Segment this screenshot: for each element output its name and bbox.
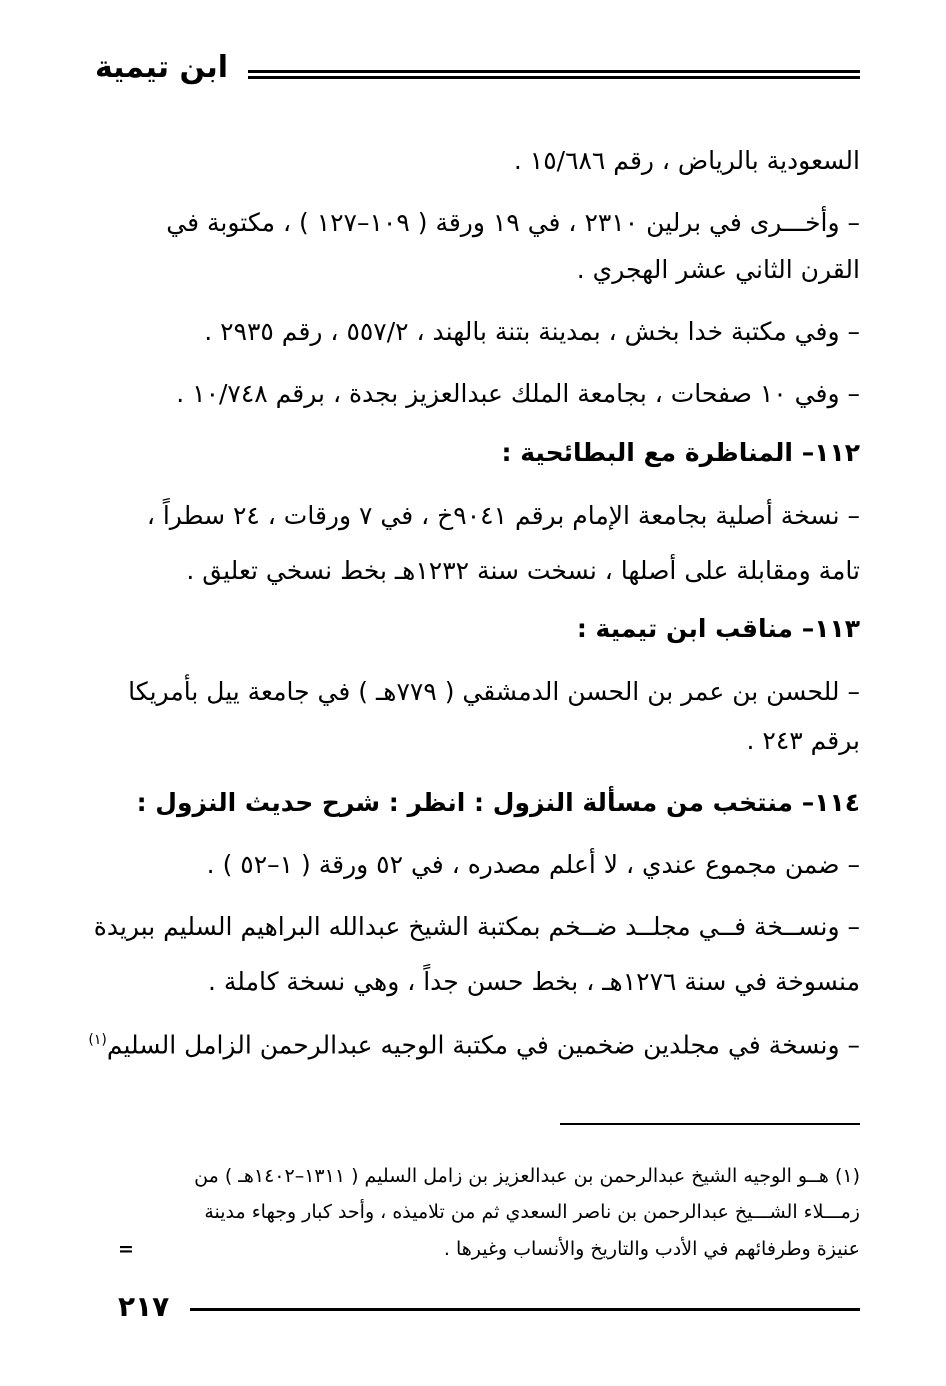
body-line: – وفي مكتبة خدا بخش ، بمدينة بتنة بالهند ، ٥٥٧/٢ ، رقم ٢٩٣٥ . xyxy=(204,317,860,346)
entry-heading-114: ١١٤– منتخب من مسألة النزول : انظر : شرح حديث النزول : xyxy=(136,788,860,817)
footnote-reference: (١) xyxy=(88,1032,107,1048)
entry-heading-112: ١١٢– المناظرة مع البطائحية : xyxy=(501,438,860,467)
body-line-text: – ونسخة في مجلدين ضخمين في مكتبة الوجيه عبدالرحمن الزامل السليم xyxy=(106,1030,860,1060)
body-line: السعودية بالرياض ، رقم ١٥/٦٨٦ . xyxy=(513,146,860,175)
body-line: برقم ٢٤٣ . xyxy=(746,726,860,755)
running-header-title: ابن تيمية xyxy=(94,50,228,85)
footnote-line: زمـــلاء الشـــيخ عبدالرحمن بن ناصر السعدي ثم من تلاميذه ، وأحد كبار وجهاء مدينة xyxy=(204,1201,860,1223)
page-number: ٢١٧ xyxy=(118,1290,170,1323)
body-line: – وأخـــرى في برلين ٢٣١٠ ، في ١٩ ورقة ( ١٠٩–١٢٧ ) ، مكتوبة في xyxy=(166,208,860,237)
body-line: – ضمن مجموع عندي ، لا أعلم مصدره ، في ٥٢ ورقة ( ١–٥٢ ) . xyxy=(206,850,860,879)
footnote-separator xyxy=(560,1123,860,1125)
footnote-line: (١) هــو الوجيه الشيخ عبدالرحمن بن عبدالعزيز بن زامل السليم ( ١٣١١–١٤٠٢هـ ) من xyxy=(194,1165,860,1187)
body-line: منسوخة في سنة ١٢٧٦هـ ، بخط حسن جداً ، وهي نسخة كاملة . xyxy=(208,967,860,996)
body-line: القرن الثاني عشر الهجري . xyxy=(576,255,860,284)
entry-heading-113: ١١٣– مناقب ابن تيمية : xyxy=(576,614,860,643)
body-line: – نسخة أصلية بجامعة الإمام برقم ٩٠٤١خ ، في ٧ ورقات ، ٢٤ سطراً ، xyxy=(146,501,860,530)
body-line: – ونســخة فــي مجلــد ضــخم بمكتبة الشيخ عبدالله البراهيم السليم ببريدة xyxy=(93,912,860,941)
header-rule-top xyxy=(248,70,860,73)
header-rule-bottom xyxy=(248,76,860,79)
body-line: تامة ومقابلة على أصلها ، نسخت سنة ١٢٣٢هـ بخط نسخي تعليق . xyxy=(186,556,860,585)
body-line-with-footnote-ref xyxy=(88,1020,860,1065)
body-line: – وفي ١٠ صفحات ، بجامعة الملك عبدالعزيز بجدة ، برقم ١٠/٧٤٨ . xyxy=(176,379,860,408)
footer-rule xyxy=(190,1308,860,1311)
footnote-line: عنيزة وطرفائهم في الأدب والتاريخ والأنساب وغيرها . xyxy=(443,1238,860,1260)
footnote-continuation-mark: = xyxy=(118,1238,134,1260)
body-line: – للحسن بن عمر بن الحسن الدمشقي ( ٧٧٩هـ ) في جامعة ييل بأمريكا xyxy=(128,677,860,706)
